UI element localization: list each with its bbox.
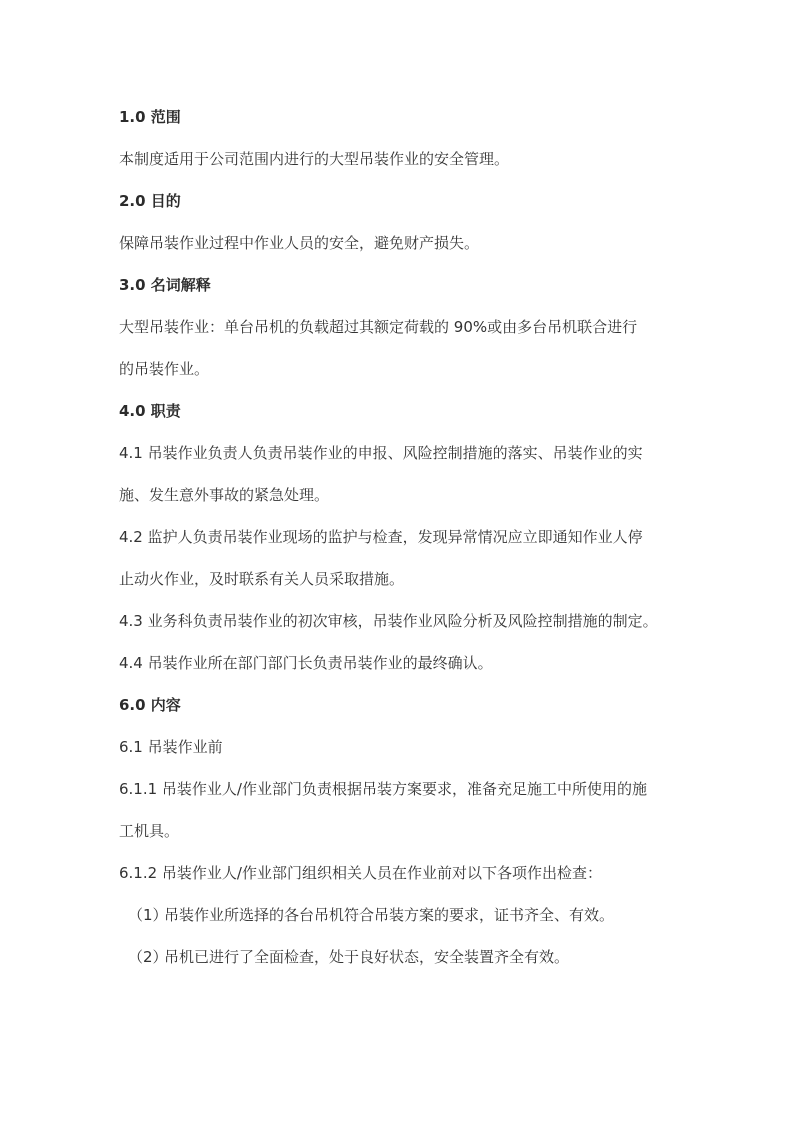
paragraph-duty-4-4: 4.4 吊装作业所在部门部门长负责吊装作业的最终确认。 [119, 654, 493, 672]
list-item [128, 905, 614, 925]
list-item-number: （1） [128, 906, 168, 924]
list-item-text: 吊机已进行了全面检查，处于良好状态，安全装置齐全有效。 [164, 948, 570, 966]
paragraph-purpose: 保障吊装作业过程中作业人员的安全，避免财产损失。 [119, 234, 480, 252]
paragraph-definitions-line-2: 的吊装作业。 [119, 360, 210, 378]
paragraph-6-1-1-line-1: 6.1.1 吊装作业人/作业部门负责根据吊装方案要求，准备充足施工中所使用的施 [119, 780, 647, 798]
paragraph-duty-4-1-line-1: 4.1 吊装作业负责人负责吊装作业的申报、风险控制措施的落实、吊装作业的实 [119, 444, 643, 462]
paragraph-duty-4-1-line-2: 施、发生意外事故的紧急处理。 [119, 486, 330, 504]
section-heading-content: 6.0 内容 [119, 696, 181, 714]
paragraph-6-1-2: 6.1.2 吊装作业人/作业部门组织相关人员在作业前对以下各项作出检查： [119, 864, 602, 882]
section-heading-purpose: 2.0 目的 [119, 192, 181, 210]
paragraph-duty-4-3: 4.3 业务科负责吊装作业的初次审核，吊装作业风险分析及风险控制措施的制定。 [119, 612, 658, 630]
section-heading-duties: 4.0 职责 [119, 402, 181, 420]
list-item [128, 947, 569, 967]
paragraph-scope: 本制度适用于公司范围内进行的大型吊装作业的安全管理。 [119, 150, 510, 168]
list-item-text: 吊装作业所选择的各台吊机符合吊装方案的要求，证书齐全、有效。 [164, 906, 615, 924]
paragraph-definitions-line-1: 大型吊装作业：单台吊机的负载超过其额定荷载的 90%或由多台吊机联合进行 [119, 318, 638, 336]
paragraph-duty-4-2-line-1: 4.2 监护人负责吊装作业现场的监护与检查，发现异常情况应立即通知作业人停 [119, 528, 643, 546]
paragraph-duty-4-2-line-2: 止动火作业，及时联系有关人员采取措施。 [119, 570, 405, 588]
paragraph-6-1-1-line-2: 工机具。 [119, 822, 180, 840]
subheading-6-1: 6.1 吊装作业前 [119, 738, 223, 756]
section-heading-scope: 1.0 范围 [119, 108, 181, 126]
list-item-number: （2） [128, 948, 168, 966]
section-heading-definitions: 3.0 名词解释 [119, 276, 211, 294]
